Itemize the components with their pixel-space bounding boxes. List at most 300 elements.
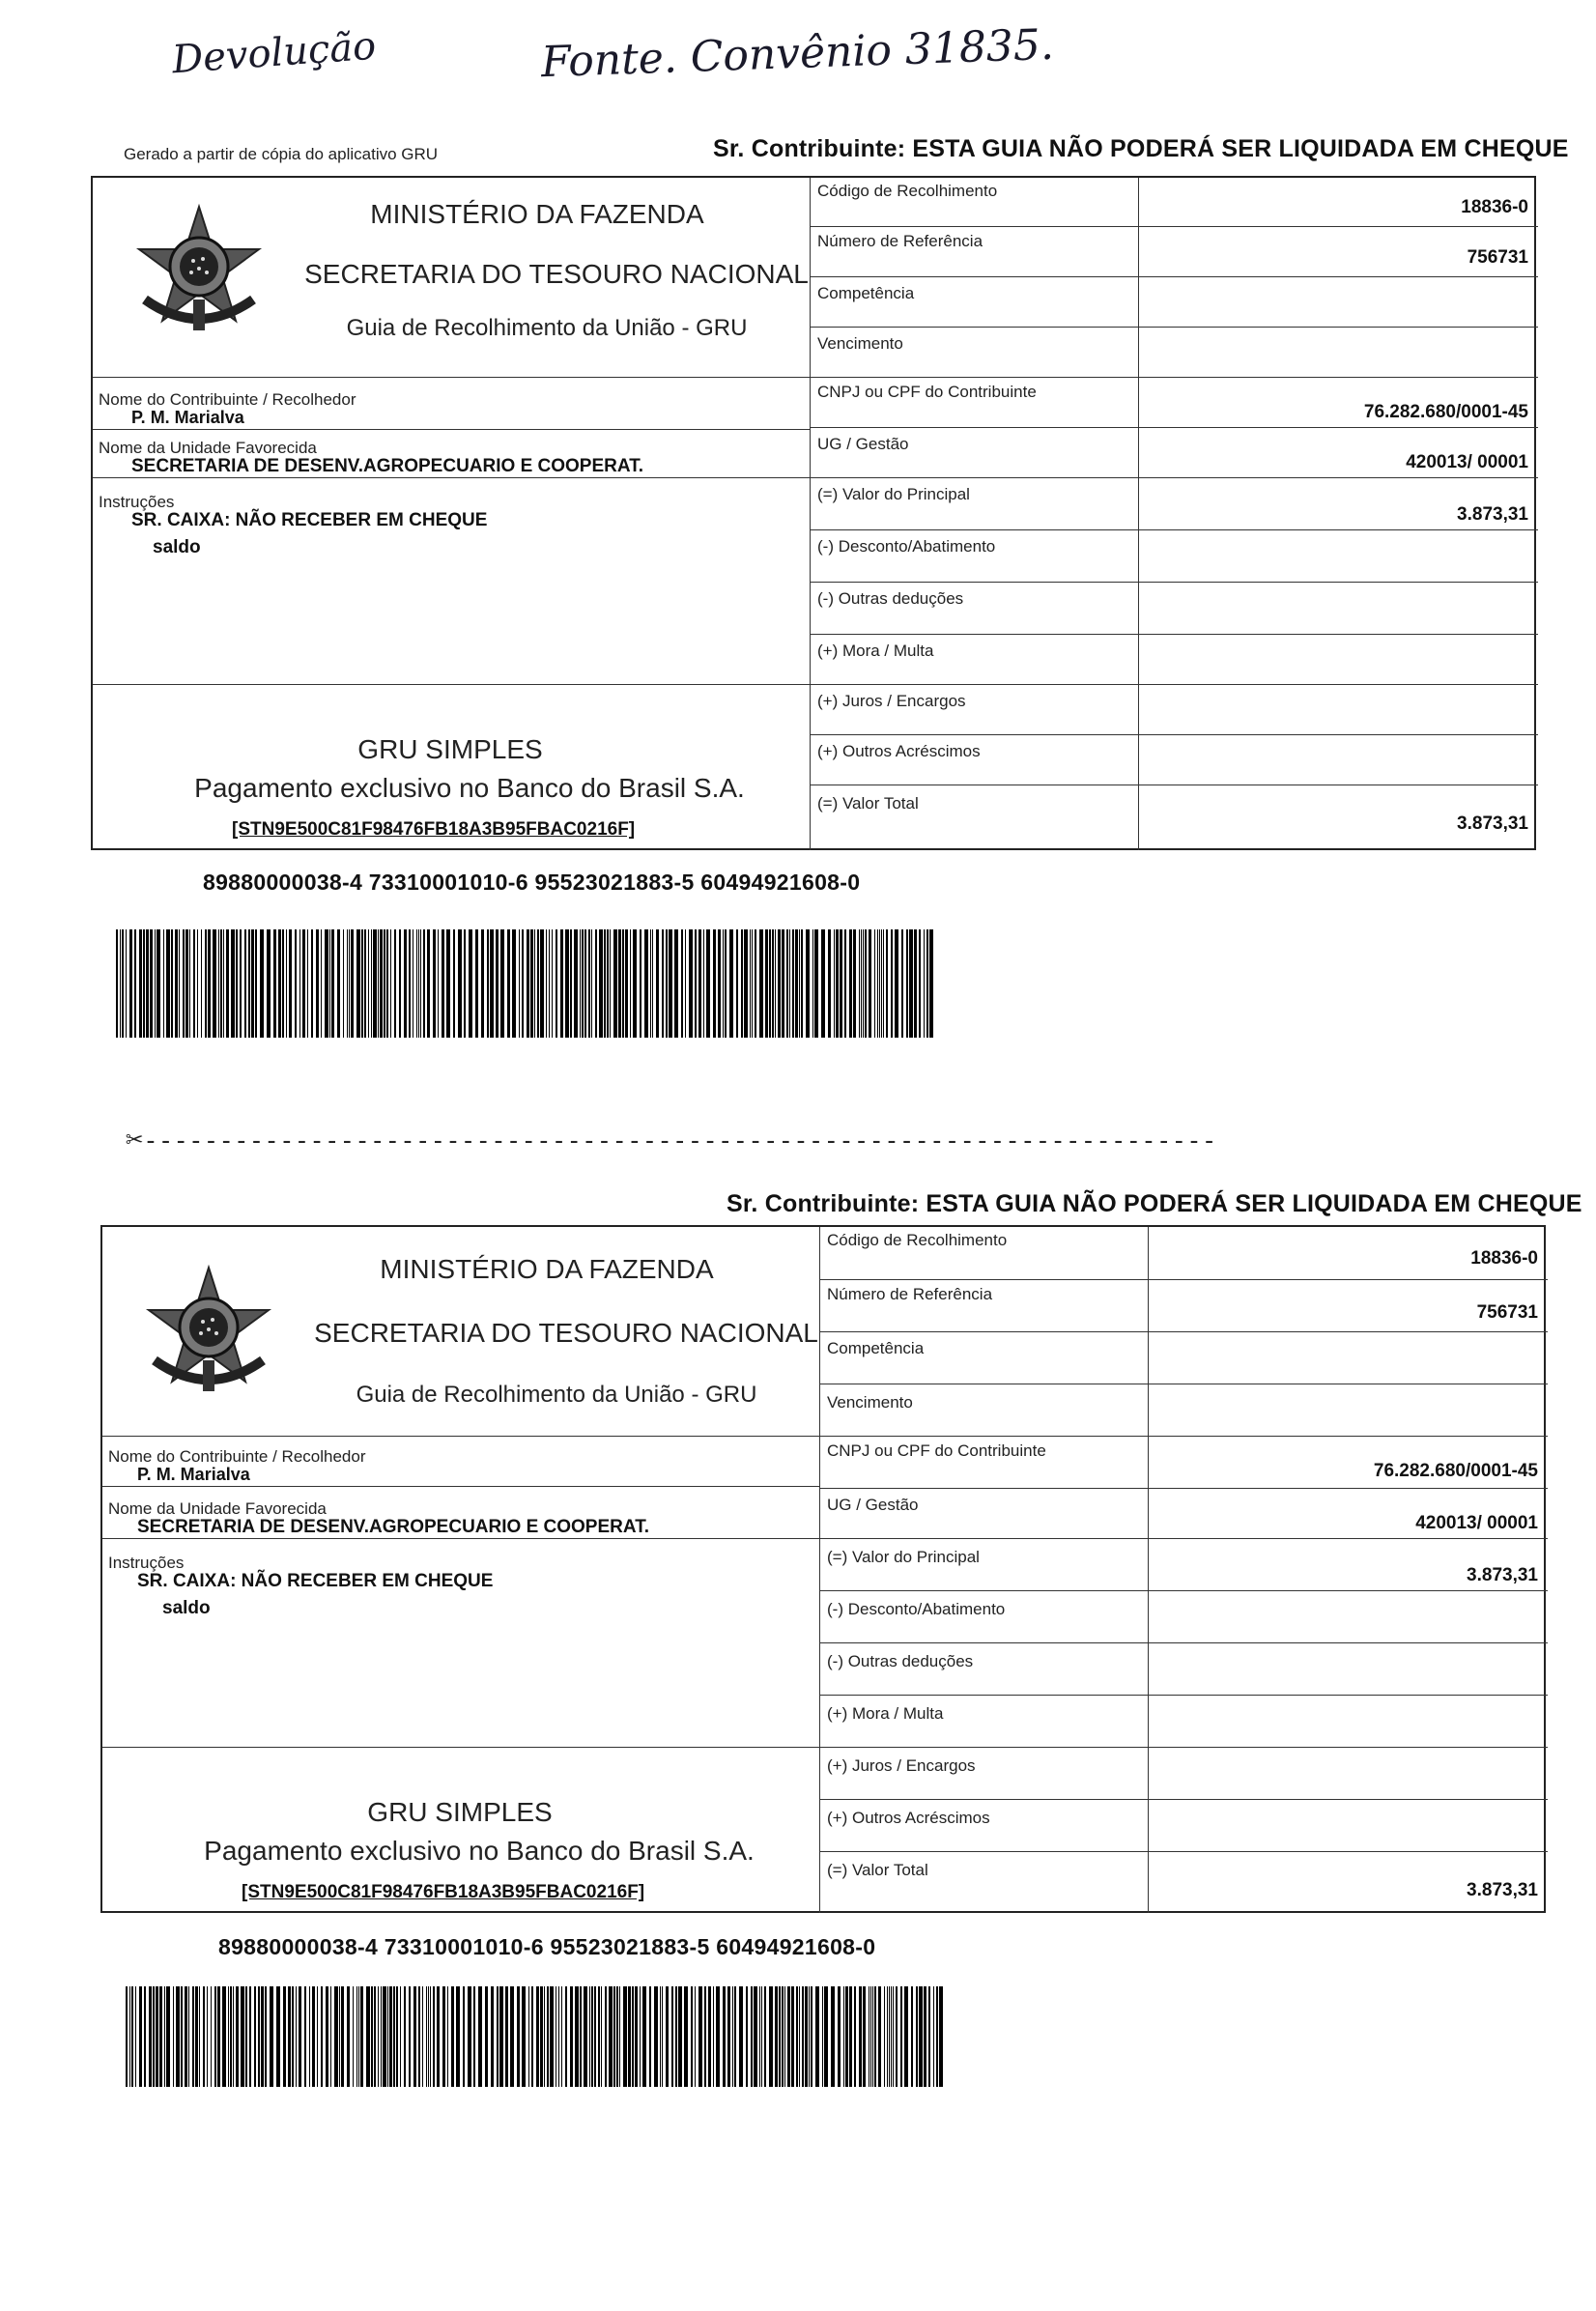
barcode-bar <box>146 929 149 1038</box>
barcode-bar <box>220 929 222 1038</box>
barcode-bar <box>859 929 860 1038</box>
barcode-bar <box>282 929 284 1038</box>
barcode-bar <box>778 929 781 1038</box>
barcode-bar <box>811 1986 812 2087</box>
barcode-bar <box>650 929 651 1038</box>
barcode-bar <box>211 1986 212 2087</box>
barcode-bar <box>703 929 704 1038</box>
barcode-bar <box>258 1986 260 2087</box>
barcode-bar <box>228 1986 229 2087</box>
barcode-bar <box>795 929 798 1038</box>
barcode-bar <box>698 929 701 1038</box>
barcode-bar <box>716 1986 720 2087</box>
barcode-bar <box>171 929 173 1038</box>
barcode-bar <box>139 929 142 1038</box>
barcode-bar <box>386 929 388 1038</box>
barcode-bar <box>433 929 436 1038</box>
barcode-bar <box>283 1986 286 2087</box>
barcode-bar <box>230 1986 232 2087</box>
barcode-bar <box>893 1986 894 2087</box>
barcode-bar <box>765 929 768 1038</box>
total-value: 3.873,31 <box>1457 813 1528 834</box>
barcode-bar <box>849 1986 852 2087</box>
barcode-bar <box>126 929 127 1038</box>
contribuinte-label: Nome do Contribuinte / Recolhedor <box>99 390 356 409</box>
barcode-bar <box>669 929 672 1038</box>
cut-line <box>126 1123 1459 1156</box>
barcode-bar <box>595 929 597 1038</box>
barcode-bar <box>678 1986 682 2087</box>
barcode-bar <box>666 1986 669 2087</box>
desconto-label: (-) Desconto/Abatimento <box>817 537 996 556</box>
barcode-bar <box>625 929 628 1038</box>
acrescimos-label-2: (+) Outros Acréscimos <box>827 1809 990 1827</box>
barcode-bar <box>540 929 544 1038</box>
barcode-bar <box>601 1986 602 2087</box>
barcode-bar <box>213 929 216 1038</box>
barcode-bar <box>144 1986 146 2087</box>
principal-value: 3.873,31 <box>1457 504 1528 525</box>
barcode-bar <box>887 1986 888 2087</box>
barcode-bar <box>704 1986 706 2087</box>
gru-form-bottom <box>100 1225 1546 1913</box>
barcode-bar <box>497 1986 499 2087</box>
barcode-bar <box>218 929 219 1038</box>
barcode-bar <box>881 929 882 1038</box>
barcode-bar <box>613 1986 615 2087</box>
barcode-bar <box>420 929 421 1038</box>
barcode-icon-2 <box>126 1986 947 2087</box>
barcode-bar <box>353 1986 354 2087</box>
barcode-bar <box>254 1986 256 2087</box>
barcode-bar <box>326 1986 328 2087</box>
barcode-bar <box>430 1986 431 2087</box>
barcode-bar <box>223 929 224 1038</box>
total-label-2: (=) Valor Total <box>827 1861 928 1879</box>
barcode-bar <box>409 929 411 1038</box>
barcode-bar <box>872 1986 873 2087</box>
barcode-bar <box>487 929 489 1038</box>
barcode-bar <box>644 929 648 1038</box>
barcode-bar <box>321 1986 323 2087</box>
barcode-bar <box>185 1986 187 2087</box>
barcode-bar <box>205 929 207 1038</box>
barcode-bar <box>877 929 878 1038</box>
barcode-bar <box>536 1986 539 2087</box>
barcode-bar <box>662 1986 663 2087</box>
barcode-bar <box>853 929 856 1038</box>
barcode-bar <box>296 1986 297 2087</box>
barcode-bar <box>126 1986 128 2087</box>
barcode-bar <box>149 1986 152 2087</box>
gru-hash-2: [STN9E500C81F98476FB18A3B95FBAC0216F] <box>242 1882 645 1902</box>
barcode-bar <box>120 929 121 1038</box>
barcode-bar <box>129 1986 130 2087</box>
cnpj-label: CNPJ ou CPF do Contribuinte <box>817 383 1037 401</box>
gru-simples-title: GRU SIMPLES <box>357 734 543 764</box>
barcode-bar <box>796 1986 798 2087</box>
barcode-bar <box>901 929 903 1038</box>
barcode-bar <box>623 1986 627 2087</box>
barcode-bar <box>844 929 846 1038</box>
barcode-bar <box>926 929 928 1038</box>
principal-label: (=) Valor do Principal <box>817 485 970 503</box>
barcode-bar <box>723 1986 726 2087</box>
barcode-bar <box>775 1986 778 2087</box>
barcode-bar <box>134 929 136 1038</box>
instrucoes-line2: saldo <box>153 537 201 557</box>
barcode-bar <box>530 929 533 1038</box>
barcode-bar <box>674 929 678 1038</box>
barcode-bar <box>251 929 254 1038</box>
juros-label: (+) Juros / Encargos <box>817 692 966 710</box>
barcode-bar <box>387 1986 388 2087</box>
barcode-bar <box>755 929 756 1038</box>
barcode-bar <box>433 1986 435 2087</box>
codigo-label: Código de Recolhimento <box>817 182 998 200</box>
barcode-bar <box>437 1986 440 2087</box>
barcode-bar <box>896 1986 898 2087</box>
barcode-bar <box>173 1986 174 2087</box>
barcode-bar <box>442 1986 445 2087</box>
barcode-bar <box>409 1986 411 2087</box>
barcode-bar <box>689 929 693 1038</box>
cut-dashes: ----------------------------------------------------------------------- <box>143 1127 1217 1156</box>
notice-text-2: ESTA GUIA NÃO PODERÁ SER LIQUIDADA EM CHEQUE <box>926 1190 1582 1217</box>
barcode-bar <box>316 929 319 1038</box>
barcode-bar <box>884 1986 885 2087</box>
brazil-coat-of-arms-icon-2 <box>141 1264 276 1399</box>
barcode-bar <box>727 1986 730 2087</box>
barcode-bar <box>598 1986 600 2087</box>
barcode-bar <box>384 929 385 1038</box>
barcode-bar <box>779 1986 781 2087</box>
codigo-value-2: 18836-0 <box>1470 1248 1538 1269</box>
barcode-bar <box>552 929 553 1038</box>
barcode-bar <box>499 1986 503 2087</box>
barcode-bar <box>849 929 852 1038</box>
barcode-bar <box>175 929 178 1038</box>
barcode-bar <box>507 929 510 1038</box>
barcode-bar <box>446 929 450 1038</box>
barcode-bar <box>610 929 611 1038</box>
gru-simples-title-2: GRU SIMPLES <box>367 1797 553 1827</box>
barcode-bar <box>549 929 550 1038</box>
barcode-bar <box>378 1986 379 2087</box>
barcode-bar <box>286 929 287 1038</box>
barcode-bar <box>821 929 825 1038</box>
barcode-bar <box>547 1986 549 2087</box>
barcode-bar <box>389 1986 392 2087</box>
barcode-bar <box>883 929 884 1038</box>
barcode-bar <box>131 1986 133 2087</box>
notice-prefix-2: Sr. Contribuinte: <box>727 1190 920 1217</box>
ug-label: UG / Gestão <box>817 435 909 453</box>
desconto-label-2: (-) Desconto/Abatimento <box>827 1600 1006 1618</box>
barcode-bar <box>244 929 246 1038</box>
barcode-bar <box>183 929 185 1038</box>
barcode-bar <box>217 1986 220 2087</box>
barcode-bar <box>292 1986 294 2087</box>
barcode-bar <box>166 929 170 1038</box>
barcode-bar <box>423 929 425 1038</box>
barcode-bar <box>270 1986 273 2087</box>
barcode-bar <box>185 929 188 1038</box>
barcode-bar <box>681 929 683 1038</box>
codigo-value: 18836-0 <box>1461 197 1528 217</box>
barcode-bar <box>708 1986 711 2087</box>
barcode-bar <box>924 1986 926 2087</box>
barcode-bar <box>558 1986 559 2087</box>
barcode-bar <box>249 1986 251 2087</box>
barcode-bar <box>463 1986 465 2087</box>
barcode-bar <box>916 1986 918 2087</box>
barcode-bar <box>399 929 401 1038</box>
barcode-bar <box>456 1986 460 2087</box>
barcode-icon <box>116 929 937 1038</box>
gru-form-top <box>91 176 1536 850</box>
barcode-bar <box>447 1986 448 2087</box>
barcode-bar <box>458 929 462 1038</box>
principal-value-2: 3.873,31 <box>1467 1565 1538 1585</box>
barcode-bar <box>163 929 164 1038</box>
unidade-label-2: Nome da Unidade Favorecida <box>108 1499 327 1518</box>
barcode-bar <box>799 1986 800 2087</box>
barcode-bar <box>528 1986 529 2087</box>
barcode-bar <box>325 929 328 1038</box>
barcode-bar <box>801 929 803 1038</box>
barcode-bar <box>706 929 710 1038</box>
barcode-bar <box>329 929 330 1038</box>
barcode-bar <box>759 929 763 1038</box>
barcode-bar <box>475 929 478 1038</box>
total-value-2: 3.873,31 <box>1467 1880 1538 1900</box>
barcode-bar <box>589 1986 590 2087</box>
barcode-bar <box>582 929 584 1038</box>
barcode-bar <box>201 929 202 1038</box>
barcode-bar <box>791 1986 794 2087</box>
competencia-label-2: Competência <box>827 1339 925 1357</box>
barcode-bar <box>418 1986 420 2087</box>
total-label: (=) Valor Total <box>817 794 919 813</box>
barcode-bar <box>671 1986 673 2087</box>
barcode-bar <box>358 1986 359 2087</box>
barcode-bar <box>824 1986 828 2087</box>
barcode-bar <box>570 1986 573 2087</box>
barcode-bar <box>351 929 354 1038</box>
barcode-bar <box>289 929 292 1038</box>
barcode-bar <box>604 929 606 1038</box>
barcode-bar <box>422 1986 423 2087</box>
barcode-bar <box>321 929 322 1038</box>
barcode-bar <box>836 929 839 1038</box>
instrucoes-label-2: Instruções <box>108 1554 185 1572</box>
barcode-bar <box>870 1986 871 2087</box>
barcode-bar <box>373 929 377 1038</box>
barcode-bar <box>792 929 794 1038</box>
barcode-bar <box>854 1986 856 2087</box>
barcode-bar <box>649 1986 651 2087</box>
barcode-bar <box>193 929 195 1038</box>
barcode-bar <box>574 929 578 1038</box>
barcode-bar <box>729 929 733 1038</box>
gru-simples-subtitle-2: Pagamento exclusivo no Banco do Brasil S.A. <box>204 1836 755 1866</box>
barcode-bar <box>736 929 738 1038</box>
barcode-bar <box>153 1986 155 2087</box>
brazil-coat-of-arms-icon <box>131 203 267 338</box>
instrucoes-line1-2: SR. CAIXA: NÃO RECEBER EM CHEQUE <box>137 1571 494 1591</box>
barcode-bar <box>544 1986 545 2087</box>
contribuinte-value-2: P. M. Marialva <box>137 1465 250 1484</box>
barcode-bar <box>591 929 592 1038</box>
referencia-label: Número de Referência <box>817 232 983 250</box>
barcode-bar <box>666 929 668 1038</box>
barcode-bar <box>360 1986 363 2087</box>
barcode-bar <box>343 929 344 1038</box>
unidade-label: Nome da Unidade Favorecida <box>99 439 317 457</box>
barcode-bar <box>139 1986 142 2087</box>
guide-title-2: Guia de Recolhimento da União - GRU <box>356 1382 757 1408</box>
barcode-bar <box>580 1986 582 2087</box>
barcode-bar <box>812 929 813 1038</box>
gru-simples-subtitle: Pagamento exclusivo no Banco do Brasil S.A. <box>194 773 745 803</box>
barcode-bar <box>380 929 383 1038</box>
barcode-bar <box>640 929 641 1038</box>
barcode-bar <box>805 1986 808 2087</box>
barcode-bar <box>166 1986 170 2087</box>
barcode-bar <box>845 1986 848 2087</box>
barcode-bar <box>505 1986 508 2087</box>
instrucoes-line2-2: saldo <box>162 1598 211 1618</box>
barcode-bar <box>381 1986 382 2087</box>
barcode-bar <box>632 1986 634 2087</box>
barcode-bar <box>361 929 363 1038</box>
barcode-bar <box>891 929 893 1038</box>
barcode-bar <box>260 929 264 1038</box>
barcode-bar <box>400 1986 401 2087</box>
barcode-bar <box>155 929 156 1038</box>
barcode-bar <box>806 929 810 1038</box>
barcode-bar <box>782 1986 784 2087</box>
ug-label-2: UG / Gestão <box>827 1496 919 1514</box>
barcode-bar <box>304 1986 306 2087</box>
barcode-bar <box>214 1986 216 2087</box>
barcode-bar <box>613 929 617 1038</box>
barcode-bar <box>822 1986 823 2087</box>
barcode-bar <box>831 1986 835 2087</box>
cheque-notice <box>713 135 1569 163</box>
outras-label-2: (-) Outras deduções <box>827 1652 974 1670</box>
barcode-bar <box>874 1986 876 2087</box>
barcode-bar <box>464 929 466 1038</box>
barcode-bar <box>299 1986 301 2087</box>
cnpj-value-2: 76.282.680/0001-45 <box>1373 1461 1538 1481</box>
outras-label: (-) Outras deduções <box>817 589 964 608</box>
barcode-bar <box>478 1986 482 2087</box>
barcode-bar <box>752 929 753 1038</box>
barcode-bar <box>584 929 586 1038</box>
barcode-bar <box>739 1986 743 2087</box>
barcode-bar <box>222 1986 226 2087</box>
barcode-bar <box>684 1986 688 2087</box>
barcode-bar <box>865 929 867 1038</box>
barcode-bar <box>618 929 621 1038</box>
barcode-bar <box>750 929 751 1038</box>
unidade-value-2: SECRETARIA DE DESENV.AGROPECUARIO E COOPERAT. <box>137 1517 649 1537</box>
barcode-bar <box>240 929 242 1038</box>
barcode-bar <box>725 929 727 1038</box>
barcode-bar <box>843 1986 844 2087</box>
barcode-bar <box>759 1986 760 2087</box>
barcode-bar <box>413 1986 416 2087</box>
barcode-bar <box>453 929 455 1038</box>
barcode-bar <box>834 929 835 1038</box>
barcode-bar <box>288 1986 291 2087</box>
barcode-bar <box>207 1986 208 2087</box>
barcode-bar <box>383 1986 386 2087</box>
barcode-bar <box>519 929 520 1038</box>
barcode-bar <box>869 929 871 1038</box>
barcode-bar <box>176 1986 180 2087</box>
barcode-bar <box>418 929 419 1038</box>
barcode-bar <box>442 929 444 1038</box>
barcode-bar <box>349 929 350 1038</box>
barcode-bar <box>640 1986 641 2087</box>
barcode-bar <box>428 1986 429 2087</box>
barcode-bar <box>231 929 235 1038</box>
barcode-bar <box>929 929 933 1038</box>
barcode-bar <box>236 929 238 1038</box>
barcode-bar <box>197 929 198 1038</box>
barcode-bar <box>490 929 494 1038</box>
barcode-bar <box>473 1986 475 2087</box>
barcode-bar <box>491 1986 494 2087</box>
barcode-bar <box>772 929 774 1038</box>
barcode-bar <box>416 929 417 1038</box>
acrescimos-label: (+) Outros Acréscimos <box>817 742 981 760</box>
barcode-bar <box>828 929 831 1038</box>
barcode-bar <box>591 1986 593 2087</box>
barcode-bar <box>341 1986 344 2087</box>
barcode-bar <box>594 1986 596 2087</box>
barcode-bar <box>261 1986 264 2087</box>
barcode-bar <box>390 929 391 1038</box>
barcode-bar <box>302 929 305 1038</box>
handwritten-note-left: Devolução <box>170 23 378 83</box>
barcode-bar <box>863 929 864 1038</box>
barcode-bar <box>156 1986 158 2087</box>
barcode-bar <box>761 1986 762 2087</box>
barcode-bar <box>746 1986 748 2087</box>
barcode-bar <box>309 1986 310 2087</box>
barcode-bar <box>122 929 124 1038</box>
barcode-bar <box>143 929 145 1038</box>
barcode-bar <box>426 1986 427 2087</box>
barcode-bar <box>561 1986 562 2087</box>
barcode-bar <box>723 929 724 1038</box>
barcode-bar <box>366 1986 370 2087</box>
barcode-bar <box>815 1986 819 2087</box>
barcode-bar <box>859 1986 862 2087</box>
barcode-bar <box>427 929 430 1038</box>
contribuinte-label-2: Nome do Contribuinte / Recolhedor <box>108 1447 366 1466</box>
barcode-bar <box>255 929 257 1038</box>
barcode-bar <box>565 929 569 1038</box>
barcode-bar <box>560 929 563 1038</box>
barcode-bar <box>394 929 396 1038</box>
barcode-bar <box>241 1986 244 2087</box>
barcode-bar <box>276 1986 280 2087</box>
